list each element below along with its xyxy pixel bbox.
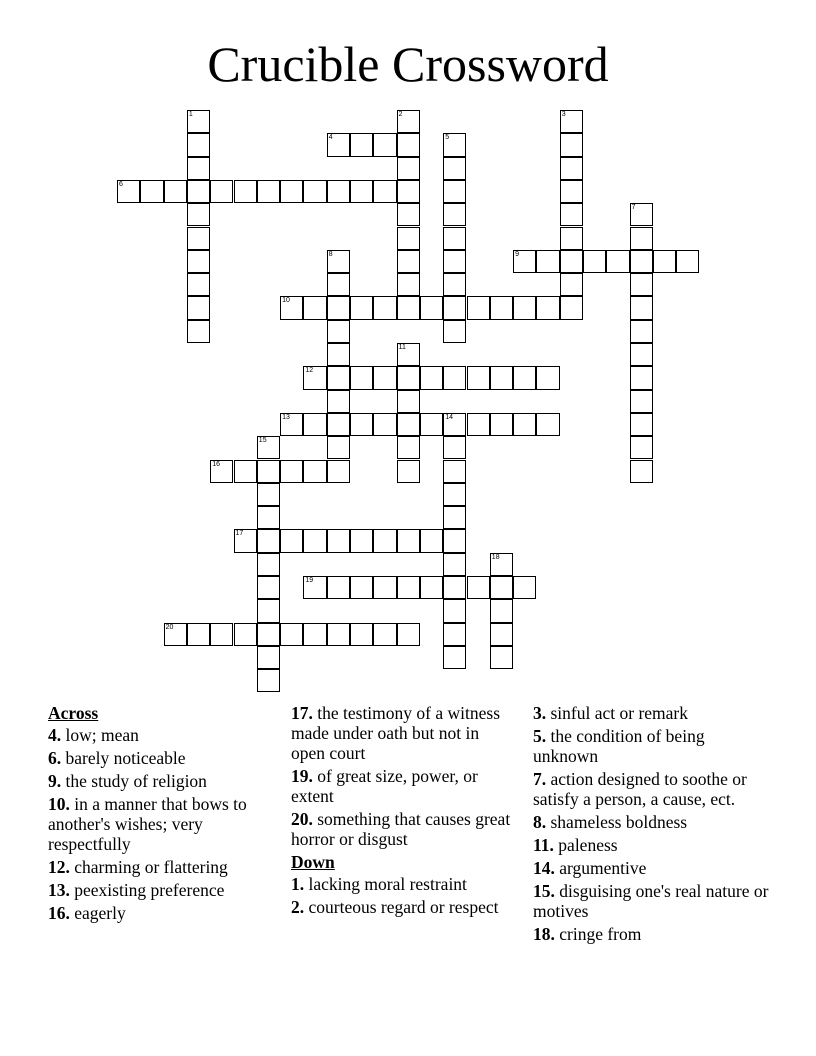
- clue-number: 2: [398, 111, 403, 118]
- clue-text: shameless boldness: [546, 812, 688, 832]
- grid-cell[interactable]: [164, 180, 187, 203]
- grid-cell[interactable]: [257, 623, 280, 646]
- grid-cell[interactable]: [630, 227, 653, 250]
- grid-cell[interactable]: [210, 460, 233, 483]
- grid-cell[interactable]: [373, 366, 396, 389]
- grid-cell[interactable]: [397, 343, 420, 366]
- grid-cell[interactable]: [490, 413, 513, 436]
- grid-cell[interactable]: [443, 180, 466, 203]
- grid-cell[interactable]: [210, 623, 233, 646]
- across-clue: [291, 703, 513, 763]
- clue-number: 17: [235, 530, 244, 538]
- grid-cell[interactable]: [373, 180, 396, 203]
- clue-number-label: 6.: [48, 748, 62, 768]
- grid-cell[interactable]: [350, 576, 373, 599]
- clue-number: 7: [631, 204, 636, 212]
- clues-column-1: [48, 703, 288, 926]
- grid-cell[interactable]: [280, 413, 303, 436]
- down-clue: [533, 812, 773, 832]
- grid-cell[interactable]: [327, 413, 350, 436]
- puzzle-title: Crucible Crossword: [207, 36, 609, 92]
- clue-number: 15: [258, 437, 267, 445]
- clue-number-label: 8.: [533, 812, 547, 832]
- grid-cell[interactable]: [397, 413, 420, 436]
- grid-cell[interactable]: [350, 413, 373, 436]
- down-heading: Down: [291, 852, 335, 872]
- down-clue: [291, 897, 513, 917]
- grid-cell[interactable]: [397, 180, 420, 203]
- clue-text: cringe from: [554, 924, 642, 944]
- grid-cell[interactable]: [187, 320, 210, 343]
- grid-cell[interactable]: [327, 366, 350, 389]
- grid-cell[interactable]: [467, 413, 490, 436]
- across-heading: Across: [48, 703, 99, 723]
- grid-cell[interactable]: [630, 320, 653, 343]
- grid-cell[interactable]: [327, 460, 350, 483]
- clue-number: 19: [305, 577, 314, 584]
- grid-cell[interactable]: [257, 483, 280, 506]
- grid-cell[interactable]: [350, 180, 373, 203]
- clue-text: lacking moral restraint: [304, 874, 467, 894]
- down-clue: [533, 881, 773, 921]
- clue-text: barely noticeable: [61, 748, 186, 768]
- grid-cell[interactable]: [630, 390, 653, 413]
- grid-cell[interactable]: [187, 227, 210, 250]
- grid-cell[interactable]: [443, 203, 466, 226]
- grid-cell[interactable]: [234, 623, 257, 646]
- grid-cell[interactable]: [560, 110, 583, 133]
- clue-number: 4: [328, 134, 333, 142]
- grid-cell[interactable]: [443, 366, 466, 389]
- clue-text: eagerly: [69, 903, 126, 923]
- grid-cell[interactable]: [397, 366, 420, 389]
- down-clue-list: [291, 874, 513, 917]
- grid-cell[interactable]: [350, 133, 373, 156]
- grid-cell[interactable]: [397, 576, 420, 599]
- grid-cell[interactable]: [257, 460, 280, 483]
- grid-cell[interactable]: [560, 157, 583, 180]
- grid-cell[interactable]: [327, 390, 350, 413]
- grid-cell[interactable]: [373, 623, 396, 646]
- clue-number-label: 11.: [533, 835, 554, 855]
- grid-cell[interactable]: [490, 599, 513, 622]
- grid-cell[interactable]: [397, 390, 420, 413]
- grid-cell[interactable]: [350, 296, 373, 319]
- grid-cell[interactable]: [443, 483, 466, 506]
- down-clue: [533, 726, 773, 766]
- grid-cell[interactable]: [327, 133, 350, 156]
- grid-cell[interactable]: [280, 296, 303, 319]
- grid-cell[interactable]: [257, 576, 280, 599]
- grid-cell[interactable]: [420, 296, 443, 319]
- grid-cell[interactable]: [513, 296, 536, 319]
- grid-cell[interactable]: [490, 296, 513, 319]
- grid-cell[interactable]: [187, 250, 210, 273]
- grid-cell[interactable]: [187, 133, 210, 156]
- grid-cell[interactable]: [373, 529, 396, 552]
- grid-cell[interactable]: [443, 599, 466, 622]
- grid-cell[interactable]: [397, 133, 420, 156]
- grid-cell[interactable]: [443, 250, 466, 273]
- grid-cell[interactable]: [583, 250, 606, 273]
- grid-cell[interactable]: [560, 296, 583, 319]
- grid-cell[interactable]: [234, 180, 257, 203]
- across-clue: [48, 903, 288, 923]
- grid-cell[interactable]: [327, 623, 350, 646]
- grid-cell[interactable]: [560, 250, 583, 273]
- grid-cell[interactable]: [327, 343, 350, 366]
- clue-text: charming or flattering: [69, 857, 228, 877]
- clue-number-label: 10.: [48, 794, 70, 814]
- grid-cell[interactable]: [490, 576, 513, 599]
- grid-cell[interactable]: [443, 576, 466, 599]
- grid-cell[interactable]: [257, 646, 280, 669]
- grid-cell[interactable]: [443, 273, 466, 296]
- grid-cell[interactable]: [443, 460, 466, 483]
- grid-cell[interactable]: [443, 227, 466, 250]
- grid-cell[interactable]: [560, 227, 583, 250]
- grid-cell[interactable]: [187, 203, 210, 226]
- grid-cell[interactable]: [630, 343, 653, 366]
- grid-cell[interactable]: [443, 529, 466, 552]
- grid-cell[interactable]: [420, 576, 443, 599]
- grid-cell[interactable]: [536, 250, 559, 273]
- grid-cell[interactable]: [490, 646, 513, 669]
- grid-cell[interactable]: [280, 460, 303, 483]
- grid-cell[interactable]: [630, 460, 653, 483]
- grid-cell[interactable]: [373, 296, 396, 319]
- clues-column-3: [533, 703, 773, 947]
- clue-number-label: 1.: [291, 874, 305, 894]
- clue-number-label: 19.: [291, 766, 313, 786]
- grid-cell[interactable]: [187, 157, 210, 180]
- clue-number: 11: [398, 344, 406, 351]
- grid-cell[interactable]: [187, 623, 210, 646]
- across-clue: [291, 766, 513, 806]
- grid-cell[interactable]: [257, 529, 280, 552]
- grid-cell[interactable]: [350, 529, 373, 552]
- grid-cell[interactable]: [164, 623, 187, 646]
- grid-cell[interactable]: [560, 133, 583, 156]
- clue-text: the study of religion: [61, 771, 207, 791]
- grid-cell[interactable]: [443, 320, 466, 343]
- grid-cell[interactable]: [327, 250, 350, 273]
- grid-cell[interactable]: [560, 203, 583, 226]
- grid-cell[interactable]: [327, 273, 350, 296]
- grid-cell[interactable]: [443, 436, 466, 459]
- across-clue: [48, 857, 288, 877]
- grid-cell[interactable]: [467, 296, 490, 319]
- grid-cell[interactable]: [303, 180, 326, 203]
- grid-cell[interactable]: [420, 366, 443, 389]
- clue-number: 10: [282, 297, 290, 305]
- across-clue-list: [48, 725, 288, 923]
- clue-text: in a manner that bows to another's wishes; very respectfully: [48, 794, 247, 854]
- clue-number-label: 17.: [291, 703, 313, 723]
- clue-text: action designed to soothe or satisfy a person, a cause, ect.: [533, 769, 747, 809]
- clue-number-label: 7.: [533, 769, 547, 789]
- grid-cell[interactable]: [560, 273, 583, 296]
- clue-number-label: 18.: [533, 924, 555, 944]
- grid-cell[interactable]: [257, 506, 280, 529]
- grid-cell[interactable]: [397, 110, 420, 133]
- clue-number: 14: [445, 413, 453, 421]
- grid-cell[interactable]: [257, 669, 280, 692]
- grid-cell[interactable]: [490, 553, 513, 576]
- down-clue: [533, 769, 773, 809]
- grid-cell[interactable]: [234, 460, 257, 483]
- grid-cell[interactable]: [350, 623, 373, 646]
- grid-cell[interactable]: [676, 250, 699, 273]
- clue-text: peexisting preference: [69, 880, 225, 900]
- grid-cell[interactable]: [187, 273, 210, 296]
- across-clue: [48, 794, 288, 854]
- clue-number: 1: [188, 111, 193, 118]
- grid-cell[interactable]: [303, 296, 326, 319]
- grid-cell[interactable]: [513, 366, 536, 389]
- grid-cell[interactable]: [397, 203, 420, 226]
- grid-cell[interactable]: [467, 366, 490, 389]
- grid-cell[interactable]: [397, 529, 420, 552]
- grid-cell[interactable]: [653, 250, 676, 273]
- down-clue: [291, 874, 513, 894]
- grid-cell[interactable]: [397, 157, 420, 180]
- grid-cell[interactable]: [397, 623, 420, 646]
- clue-number-label: 16.: [48, 903, 70, 923]
- clue-number-label: 4.: [48, 725, 62, 745]
- grid-cell[interactable]: [630, 296, 653, 319]
- grid-cell[interactable]: [373, 576, 396, 599]
- clue-number: 20: [165, 623, 174, 631]
- down-clue: [533, 703, 773, 723]
- grid-cell[interactable]: [327, 576, 350, 599]
- grid-cell[interactable]: [350, 366, 373, 389]
- grid-cell[interactable]: [606, 250, 629, 273]
- grid-cell[interactable]: [513, 576, 536, 599]
- grid-cell[interactable]: [303, 460, 326, 483]
- clue-text: paleness: [553, 835, 618, 855]
- grid-cell[interactable]: [513, 250, 536, 273]
- grid-cell[interactable]: [210, 180, 233, 203]
- down-clue: [533, 835, 773, 855]
- grid-cell[interactable]: [443, 506, 466, 529]
- clue-number: 3: [561, 111, 566, 118]
- across-clue: [48, 748, 288, 768]
- clue-number: 6: [119, 180, 123, 188]
- grid-cell[interactable]: [443, 157, 466, 180]
- clue-number: 9: [515, 250, 519, 258]
- clue-text: the condition of being unknown: [533, 726, 705, 766]
- clue-number-label: 5.: [533, 726, 547, 746]
- grid-cell[interactable]: [536, 296, 559, 319]
- down-clue: [533, 858, 773, 878]
- clue-number-label: 9.: [48, 771, 62, 791]
- clue-number: 12: [305, 367, 314, 375]
- grid-cell[interactable]: [536, 366, 559, 389]
- grid-cell[interactable]: [257, 436, 280, 459]
- grid-cell[interactable]: [443, 296, 466, 319]
- grid-cell[interactable]: [536, 413, 559, 436]
- clue-text: argumentive: [554, 858, 647, 878]
- grid-cell[interactable]: [490, 366, 513, 389]
- grid-cell[interactable]: [420, 529, 443, 552]
- grid-cell[interactable]: [630, 366, 653, 389]
- clue-number-label: 2.: [291, 897, 305, 917]
- grid-cell[interactable]: [443, 553, 466, 576]
- grid-cell[interactable]: [327, 529, 350, 552]
- grid-cell[interactable]: [397, 296, 420, 319]
- across-clue: [291, 809, 513, 849]
- grid-cell[interactable]: [443, 646, 466, 669]
- grid-cell[interactable]: [373, 133, 396, 156]
- clue-text: sinful act or remark: [546, 703, 689, 723]
- grid-cell[interactable]: [630, 203, 653, 226]
- grid-cell[interactable]: [630, 273, 653, 296]
- grid-cell[interactable]: [327, 180, 350, 203]
- grid-cell[interactable]: [257, 599, 280, 622]
- clue-number-label: 3.: [533, 703, 547, 723]
- grid-cell[interactable]: [117, 180, 140, 203]
- grid-cell[interactable]: [443, 413, 466, 436]
- across-clue: [48, 880, 288, 900]
- grid-cell[interactable]: [303, 576, 326, 599]
- grid-cell[interactable]: [420, 413, 443, 436]
- grid-cell[interactable]: [630, 250, 653, 273]
- grid-cell[interactable]: [397, 460, 420, 483]
- grid-cell[interactable]: [280, 623, 303, 646]
- clue-number: 8: [328, 250, 333, 258]
- clue-number-label: 14.: [533, 858, 555, 878]
- grid-cell[interactable]: [187, 296, 210, 319]
- grid-cell[interactable]: [280, 529, 303, 552]
- clue-text: of great size, power, or extent: [291, 766, 478, 806]
- grid-cell[interactable]: [467, 576, 490, 599]
- grid-cell[interactable]: [630, 436, 653, 459]
- grid-cell[interactable]: [234, 529, 257, 552]
- clue-text: disguising one's real nature or motives: [533, 881, 769, 921]
- grid-cell[interactable]: [280, 180, 303, 203]
- grid-cell[interactable]: [443, 623, 466, 646]
- grid-cell[interactable]: [397, 436, 420, 459]
- grid-cell[interactable]: [397, 273, 420, 296]
- clue-number: 13: [282, 413, 290, 421]
- grid-cell[interactable]: [397, 250, 420, 273]
- clue-number: 18: [491, 553, 500, 561]
- clue-number-label: 15.: [533, 881, 555, 901]
- grid-cell[interactable]: [443, 133, 466, 156]
- grid-cell[interactable]: [140, 180, 163, 203]
- clue-text: the testimony of a witness made under oath but not in open court: [291, 703, 501, 763]
- clues-column-2: [291, 703, 513, 920]
- grid-cell[interactable]: [257, 553, 280, 576]
- grid-cell[interactable]: [187, 180, 210, 203]
- clue-text: something that causes great horror or disgust: [291, 809, 511, 849]
- grid-cell[interactable]: [187, 110, 210, 133]
- across-clue: [48, 771, 288, 791]
- grid-cell[interactable]: [257, 180, 280, 203]
- grid-cell[interactable]: [560, 180, 583, 203]
- grid-cell[interactable]: [303, 623, 326, 646]
- grid-cell[interactable]: [397, 227, 420, 250]
- grid-cell[interactable]: [327, 296, 350, 319]
- down-clue: [533, 924, 773, 944]
- across-clue-list-continued: [291, 703, 513, 849]
- grid-cell[interactable]: [327, 320, 350, 343]
- grid-cell[interactable]: [630, 413, 653, 436]
- grid-cell[interactable]: [373, 413, 396, 436]
- clue-number: 5: [445, 134, 450, 142]
- grid-cell[interactable]: [513, 413, 536, 436]
- grid-cell[interactable]: [303, 366, 326, 389]
- across-clue: [48, 725, 288, 745]
- clue-number-label: 13.: [48, 880, 70, 900]
- grid-cell[interactable]: [303, 413, 326, 436]
- clue-number-label: 12.: [48, 857, 70, 877]
- grid-cell[interactable]: [327, 436, 350, 459]
- clue-number-label: 20.: [291, 809, 313, 829]
- clue-text: courteous regard or respect: [304, 897, 499, 917]
- clue-number: 16: [212, 460, 220, 468]
- down-clue-list-continued: [533, 703, 773, 944]
- grid-cell[interactable]: [303, 529, 326, 552]
- clue-text: low; mean: [61, 725, 139, 745]
- grid-cell[interactable]: [490, 623, 513, 646]
